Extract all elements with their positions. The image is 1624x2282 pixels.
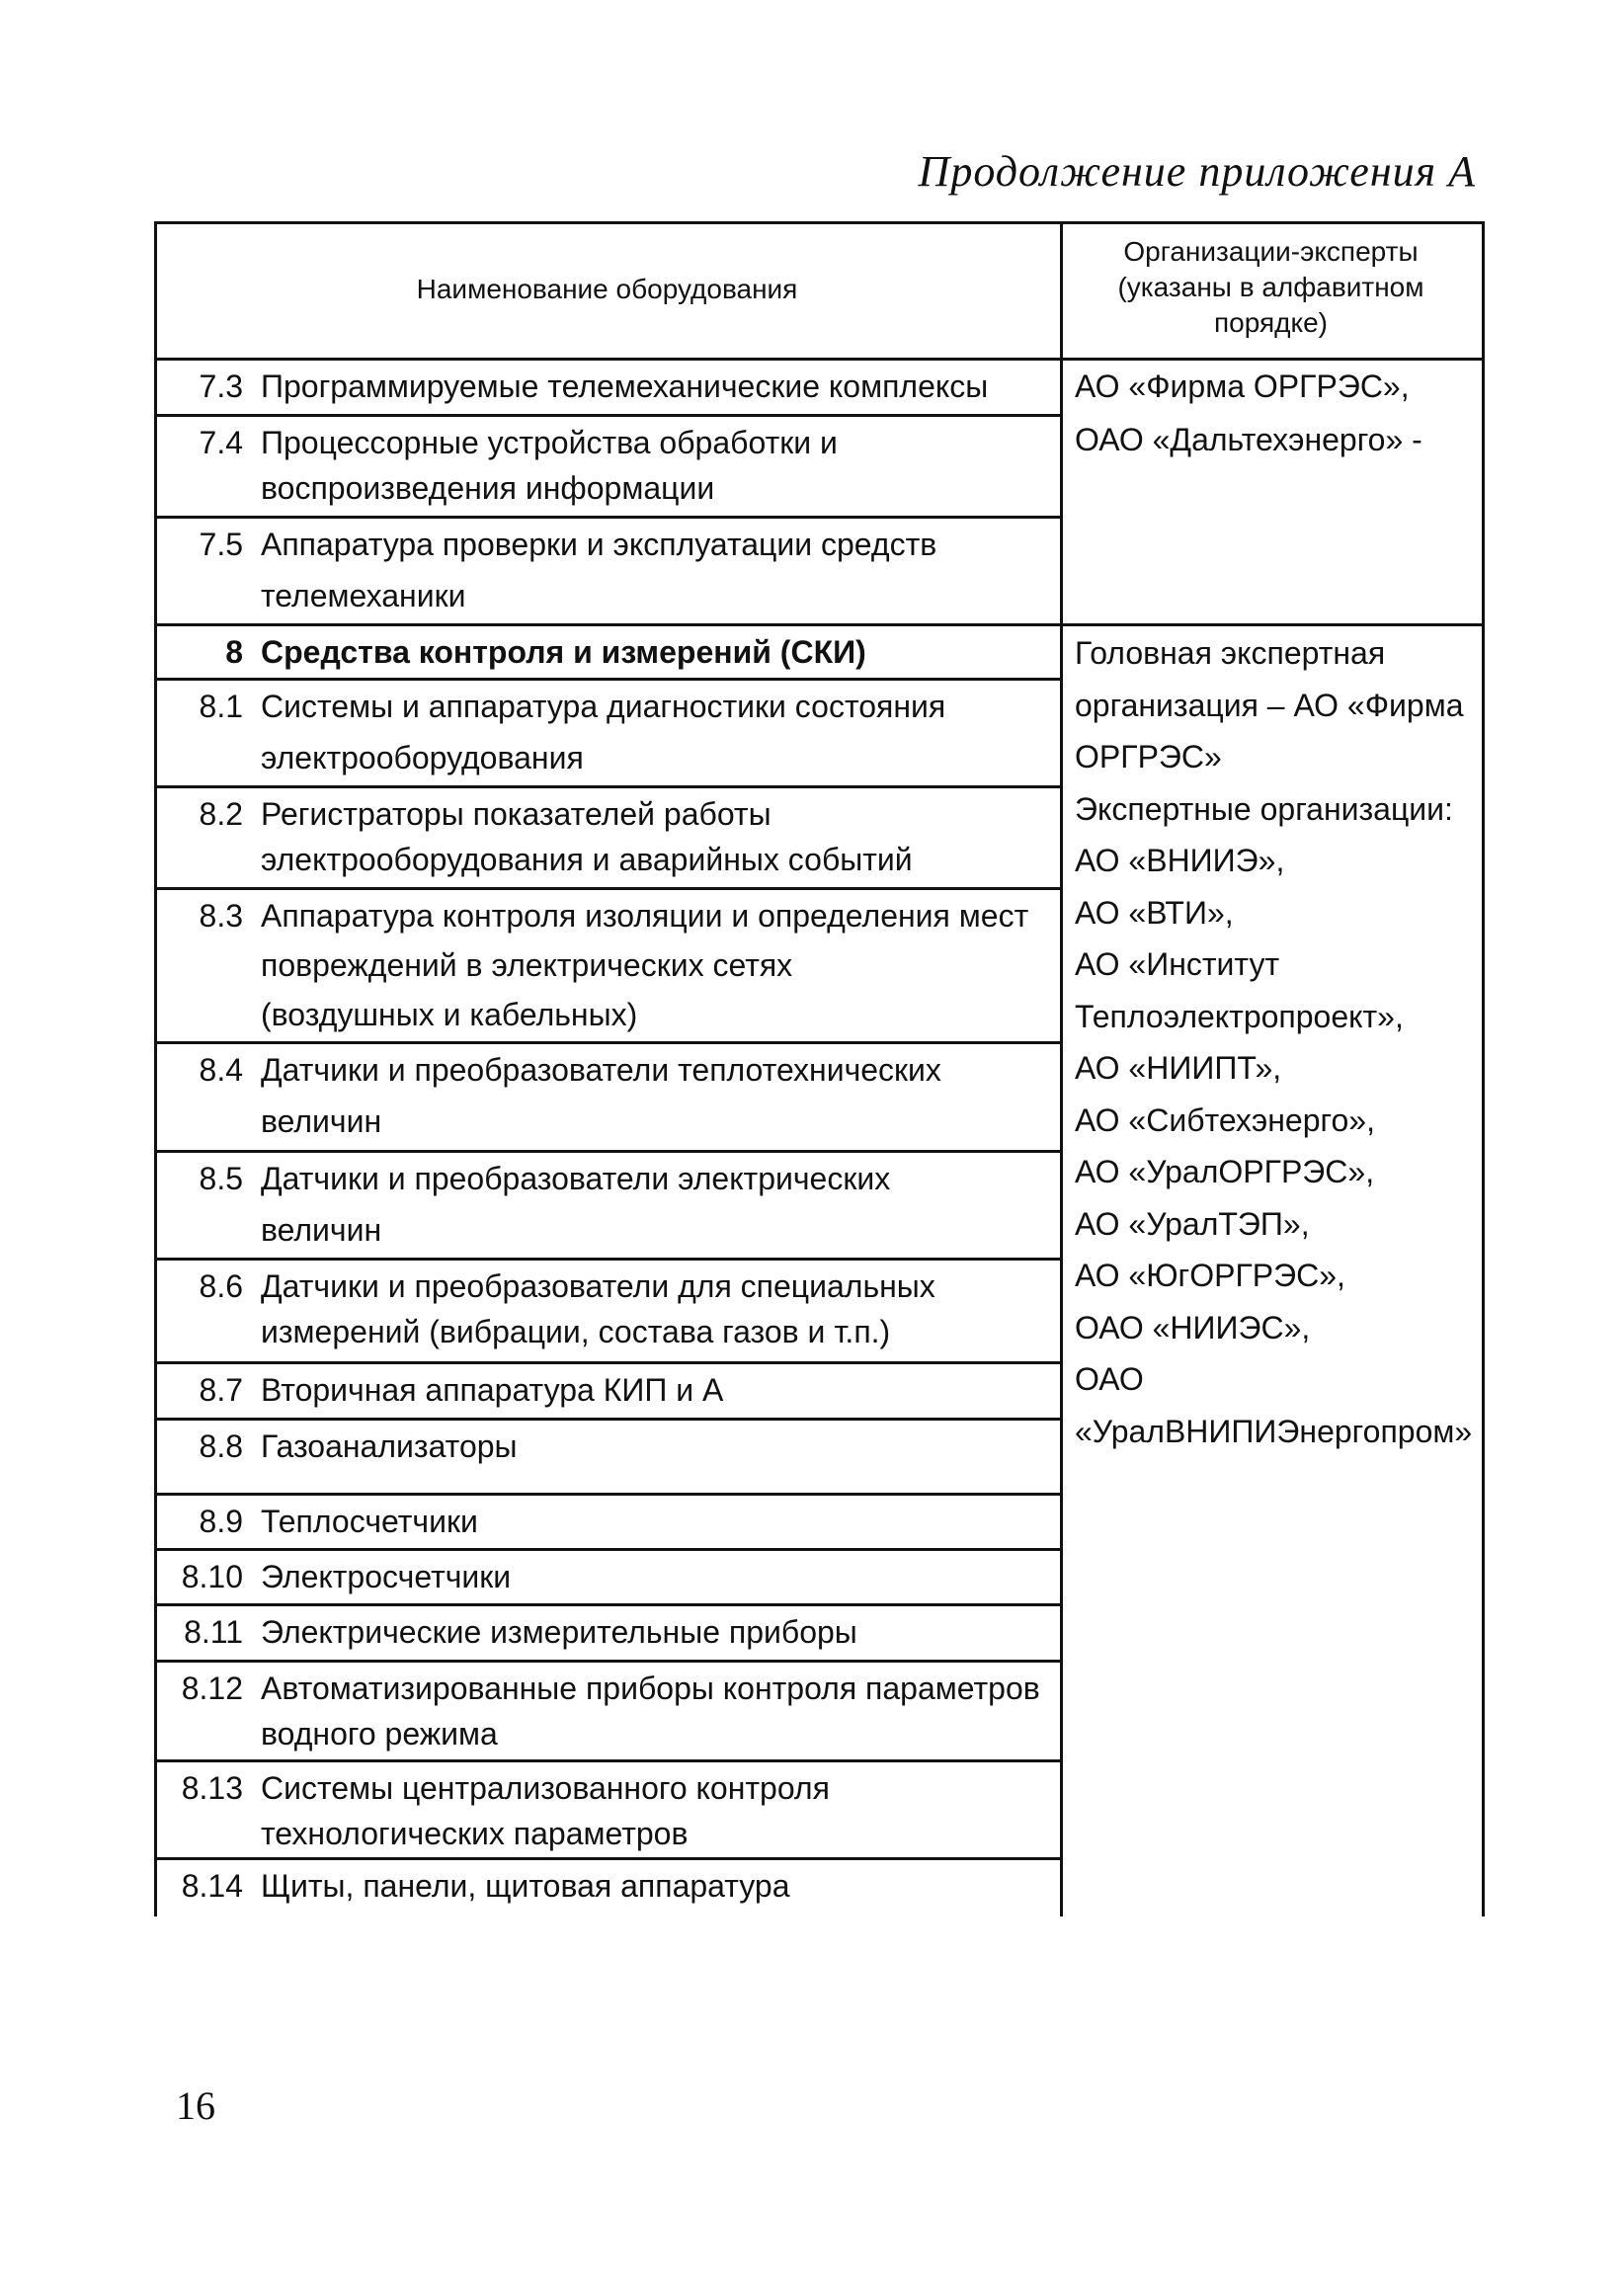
row-number: 8.10 [181,1559,243,1594]
expert-org-line: АО «УралТЭП», [1075,1205,1310,1242]
row-number: 8.3 [199,898,243,934]
row-number: 8.9 [199,1504,243,1539]
row-name-line: Датчики и преобразователи электрических [261,1161,891,1196]
table-rule [1482,221,1485,1916]
row-name-line: Газоанализаторы [261,1428,518,1464]
row-number: 8.7 [199,1372,243,1408]
expert-org-line: АО «Фирма ОРГРЭС», [1075,368,1410,404]
row-name-line: технологических параметров [261,1816,689,1851]
expert-org-line: ОРГРЭС» [1075,739,1222,774]
table-rule [154,1258,1060,1261]
column-header-experts-line: порядке) [1214,307,1328,338]
table-rule [154,1041,1060,1044]
expert-org-line: «УралВНИПИЭнергопром» [1075,1413,1473,1449]
table-rule [154,1857,1060,1860]
expert-org-line: ОАО «Дальтехэнерго» - [1075,422,1422,457]
row-name-line: измерений (вибрации, состава газов и т.п.) [261,1314,891,1349]
row-name-line: Системы централизованного контроля [261,1770,830,1806]
row-number: 8.4 [199,1052,243,1088]
column-header-equipment: Наименование оборудования [416,274,798,304]
row-name-line: Электросчетчики [261,1559,512,1594]
row-number: 7.5 [199,527,243,562]
row-name-line: водного режима [261,1716,498,1752]
row-name-line: повреждений в электрических сетях [261,947,793,983]
row-name-line: величин [261,1212,382,1248]
table-rule [154,414,1060,417]
row-name-line: (воздушных и кабельных) [261,997,638,1032]
row-number: 8.5 [199,1161,243,1196]
row-name-line: электрооборудования и аварийных событий [261,842,913,877]
expert-org-line: ОАО [1075,1361,1144,1397]
expert-org-line: АО «ВНИИЭ», [1075,843,1285,878]
table-rule [154,1418,1060,1421]
row-name-line: воспроизведения информации [261,470,715,506]
row-name-line: величин [261,1103,382,1139]
row-number: 7.4 [199,425,243,460]
table-rule [154,516,1060,519]
column-header-experts-line: Организации-эксперты [1123,236,1419,267]
row-name-line: Аппаратура проверки и эксплуатации средств [261,527,937,562]
table-rule [154,623,1060,626]
expert-org-line: АО «ЮгОРГРЭС», [1075,1258,1345,1293]
table-rule [154,1660,1060,1663]
table-rule [154,358,1485,361]
row-name-line: Средства контроля и измерений (СКИ) [261,634,866,670]
table-rule [154,1493,1060,1496]
page-number: 16 [176,2083,215,2128]
row-name-line: Вторичная аппаратура КИП и А [261,1372,724,1408]
row-number: 8.8 [199,1428,243,1464]
table-rule [154,1759,1060,1762]
table-rule [154,1361,1060,1364]
row-number: 8 [225,634,243,670]
row-number: 7.3 [199,368,243,404]
table-rule [154,1603,1060,1606]
row-name-line: Системы и аппаратура диагностики состояния [261,689,946,724]
row-name-line: Автоматизированные приборы контроля параметров [261,1671,1040,1706]
continuation-header: Продолжение приложения А [918,147,1476,196]
expert-org-line: АО «ВТИ», [1075,894,1234,931]
row-number: 8.11 [184,1614,243,1650]
row-number: 8.13 [181,1770,243,1806]
row-name-line: Датчики и преобразователи для специальных [261,1268,935,1304]
expert-org-line: АО «Сибтехэнерго», [1075,1101,1375,1138]
row-name-line: Регистраторы показателей работы [261,796,771,832]
row-name-line: телемеханики [261,578,466,613]
row-name-line: Процессорные устройства обработки и [261,425,838,460]
table-rule [154,221,1485,224]
expert-org-line: Теплоэлектропроект», [1075,998,1404,1034]
table-rule [154,678,1060,681]
row-number: 8.6 [199,1268,243,1304]
row-number: 8.2 [199,796,243,832]
expert-org-line: Головная экспертная [1075,635,1386,671]
row-name-line: Теплосчетчики [261,1504,478,1539]
row-name-line: Датчики и преобразователи теплотехнических [261,1052,941,1088]
row-number: 8.14 [181,1868,243,1904]
expert-org-line: ОАО «НИИЭС», [1075,1309,1311,1345]
table-rule [154,887,1060,890]
row-number: 8.1 [199,689,243,724]
table-rule [154,1548,1060,1551]
table-rule [1060,623,1485,626]
table-rule [154,785,1060,788]
row-name-line: Электрические измерительные приборы [261,1614,857,1650]
table-rule [154,1150,1060,1153]
expert-org-line: организация – АО «Фирма [1075,687,1464,723]
row-number: 8.12 [181,1671,243,1706]
row-name-line: электрооборудования [261,740,584,775]
expert-org-line: Экспертные организации: [1075,790,1453,827]
expert-org-line: АО «УралОРГРЭС», [1075,1154,1375,1189]
expert-org-line: АО «Институт [1075,946,1280,982]
row-name-line: Щиты, панели, щитовая аппаратура [261,1868,790,1904]
expert-org-line: АО «НИИПТ», [1075,1050,1282,1086]
table-rule [1060,221,1063,1916]
row-name-line: Аппаратура контроля изоляции и определения мест [261,898,1029,934]
column-header-experts-line: (указаны в алфавитном [1117,272,1424,302]
row-name-line: Программируемые телемеханические комплексы [261,368,989,404]
equipment-table [154,221,1482,1916]
